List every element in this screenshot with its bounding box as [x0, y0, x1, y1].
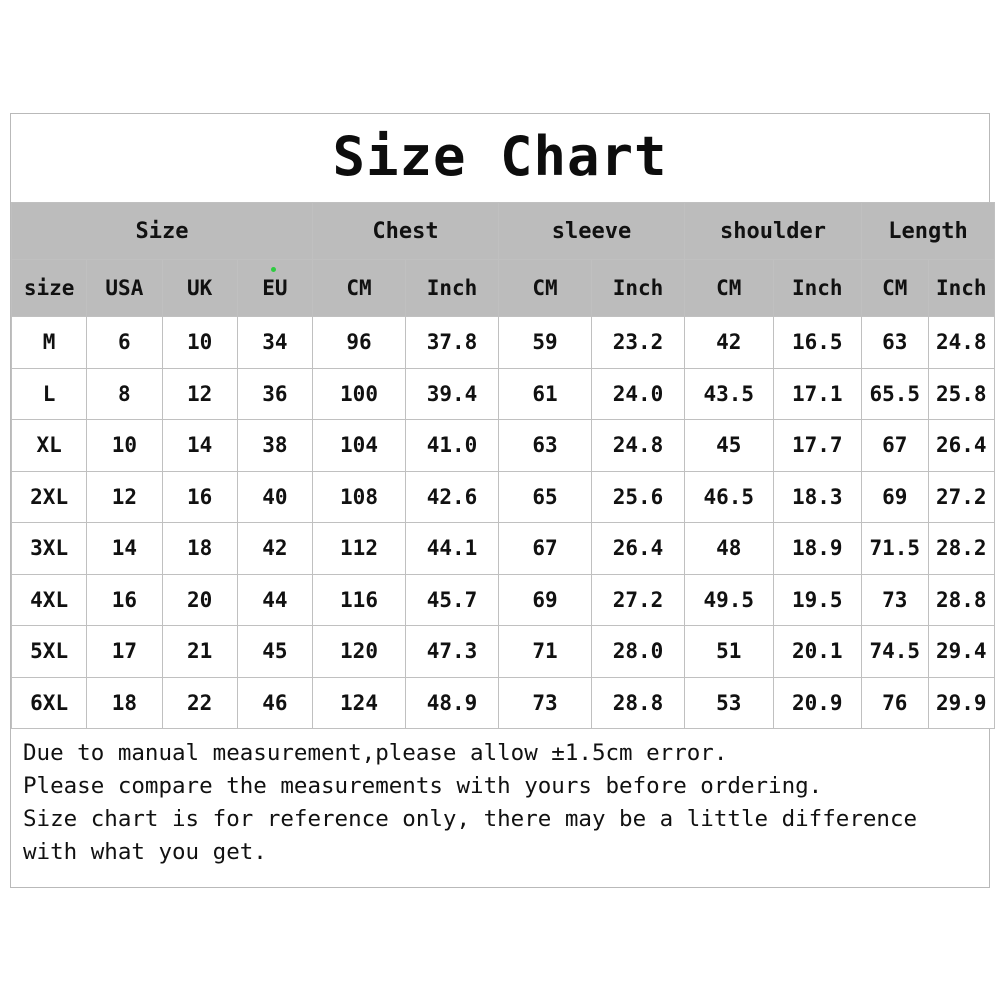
- page-title: Size Chart: [332, 125, 668, 188]
- cell-uk: 18: [162, 523, 237, 575]
- table-row: [12, 626, 995, 678]
- cell-uk: 12: [162, 368, 237, 420]
- cell-shoulder-cm: 49.5: [685, 574, 774, 626]
- sub-header-length-inch: Inch: [928, 260, 995, 317]
- sub-header-eu: EU: [237, 260, 312, 317]
- sub-header-uk: UK: [162, 260, 237, 317]
- cell-shoulder-inch: 18.3: [773, 471, 862, 523]
- cell-shoulder-inch: 17.1: [773, 368, 862, 420]
- cell-length-inch: 24.8: [928, 317, 995, 369]
- cell-sleeve-inch: 27.2: [592, 574, 685, 626]
- cell-chest-inch: 41.0: [406, 420, 499, 472]
- cell-sleeve-inch: 23.2: [592, 317, 685, 369]
- cell-sleeve-inch: 28.8: [592, 677, 685, 729]
- cell-length-inch: 28.8: [928, 574, 995, 626]
- cell-length-inch: 26.4: [928, 420, 995, 472]
- cell-sleeve-inch: 24.0: [592, 368, 685, 420]
- table-row: [12, 471, 995, 523]
- cell-length-inch: 25.8: [928, 368, 995, 420]
- cell-sleeve-inch: 28.0: [592, 626, 685, 678]
- cell-eu: 40: [237, 471, 312, 523]
- cell-size: 3XL: [12, 523, 87, 575]
- cell-sleeve-cm: 73: [499, 677, 592, 729]
- table-row: [12, 523, 995, 575]
- cell-chest-cm: 124: [313, 677, 406, 729]
- cell-uk: 16: [162, 471, 237, 523]
- notes-section: [11, 729, 989, 869]
- cell-chest-cm: 96: [313, 317, 406, 369]
- cell-length-cm: 65.5: [862, 368, 929, 420]
- note-line-4: with what you get.: [23, 839, 267, 865]
- sub-header-length-cm: CM: [862, 260, 929, 317]
- cell-uk: 10: [162, 317, 237, 369]
- group-header-shoulder: shoulder: [685, 203, 862, 260]
- cell-size: 2XL: [12, 471, 87, 523]
- cell-shoulder-cm: 53: [685, 677, 774, 729]
- group-header-sleeve: sleeve: [499, 203, 685, 260]
- table-sub-header-row: [12, 260, 995, 317]
- cell-usa: 8: [87, 368, 162, 420]
- sub-header-shoulder-cm: CM: [685, 260, 774, 317]
- cell-size: L: [12, 368, 87, 420]
- cell-chest-cm: 108: [313, 471, 406, 523]
- cell-chest-cm: 120: [313, 626, 406, 678]
- cell-length-cm: 73: [862, 574, 929, 626]
- cell-usa: 16: [87, 574, 162, 626]
- note-line-1: Due to manual measurement,please allow ±1.5cm error.: [23, 740, 728, 766]
- cell-shoulder-inch: 20.1: [773, 626, 862, 678]
- green-dot-marker: [271, 267, 276, 272]
- cell-shoulder-inch: 16.5: [773, 317, 862, 369]
- cell-eu: 36: [237, 368, 312, 420]
- cell-sleeve-inch: 26.4: [592, 523, 685, 575]
- cell-chest-inch: 42.6: [406, 471, 499, 523]
- cell-length-cm: 67: [862, 420, 929, 472]
- cell-sleeve-cm: 71: [499, 626, 592, 678]
- cell-uk: 20: [162, 574, 237, 626]
- table-row: [12, 368, 995, 420]
- cell-sleeve-inch: 24.8: [592, 420, 685, 472]
- cell-chest-inch: 48.9: [406, 677, 499, 729]
- table-body: [12, 203, 995, 729]
- cell-shoulder-cm: 43.5: [685, 368, 774, 420]
- cell-usa: 18: [87, 677, 162, 729]
- cell-eu: 34: [237, 317, 312, 369]
- table-row: [12, 677, 995, 729]
- cell-usa: 6: [87, 317, 162, 369]
- note-line-3: Size chart is for reference only, there may be a little difference: [23, 806, 918, 832]
- cell-size: 5XL: [12, 626, 87, 678]
- sub-header-sleeve-inch: Inch: [592, 260, 685, 317]
- cell-size: XL: [12, 420, 87, 472]
- cell-eu: 38: [237, 420, 312, 472]
- group-header-chest: Chest: [313, 203, 499, 260]
- cell-usa: 10: [87, 420, 162, 472]
- cell-chest-inch: 39.4: [406, 368, 499, 420]
- group-header-length: Length: [862, 203, 995, 260]
- cell-usa: 14: [87, 523, 162, 575]
- cell-length-inch: 27.2: [928, 471, 995, 523]
- cell-sleeve-cm: 63: [499, 420, 592, 472]
- cell-eu: 45: [237, 626, 312, 678]
- cell-chest-cm: 100: [313, 368, 406, 420]
- table-group-header-row: [12, 203, 995, 260]
- cell-usa: 17: [87, 626, 162, 678]
- cell-shoulder-cm: 46.5: [685, 471, 774, 523]
- sub-header-shoulder-inch: Inch: [773, 260, 862, 317]
- cell-sleeve-cm: 59: [499, 317, 592, 369]
- cell-shoulder-cm: 42: [685, 317, 774, 369]
- cell-length-inch: 29.4: [928, 626, 995, 678]
- group-header-size: Size: [12, 203, 313, 260]
- cell-length-cm: 71.5: [862, 523, 929, 575]
- sub-header-size: size: [12, 260, 87, 317]
- cell-length-inch: 29.9: [928, 677, 995, 729]
- cell-size: M: [12, 317, 87, 369]
- cell-chest-cm: 104: [313, 420, 406, 472]
- cell-chest-cm: 112: [313, 523, 406, 575]
- cell-size: 6XL: [12, 677, 87, 729]
- note-line-2: Please compare the measurements with yours before ordering.: [23, 773, 823, 799]
- cell-sleeve-cm: 65: [499, 471, 592, 523]
- cell-size: 4XL: [12, 574, 87, 626]
- cell-chest-inch: 45.7: [406, 574, 499, 626]
- cell-shoulder-inch: 20.9: [773, 677, 862, 729]
- cell-length-cm: 69: [862, 471, 929, 523]
- cell-chest-inch: 47.3: [406, 626, 499, 678]
- cell-sleeve-cm: 61: [499, 368, 592, 420]
- cell-uk: 22: [162, 677, 237, 729]
- cell-usa: 12: [87, 471, 162, 523]
- cell-chest-inch: 44.1: [406, 523, 499, 575]
- cell-eu: 44: [237, 574, 312, 626]
- sub-header-usa: USA: [87, 260, 162, 317]
- size-chart-card: [10, 113, 990, 888]
- cell-chest-inch: 37.8: [406, 317, 499, 369]
- sub-header-chest-cm: CM: [313, 260, 406, 317]
- cell-length-cm: 76: [862, 677, 929, 729]
- table-row: [12, 574, 995, 626]
- cell-shoulder-cm: 51: [685, 626, 774, 678]
- size-chart-table: [11, 202, 995, 729]
- cell-eu: 42: [237, 523, 312, 575]
- cell-shoulder-inch: 18.9: [773, 523, 862, 575]
- cell-chest-cm: 116: [313, 574, 406, 626]
- cell-length-cm: 74.5: [862, 626, 929, 678]
- cell-uk: 14: [162, 420, 237, 472]
- table-row: [12, 420, 995, 472]
- cell-shoulder-inch: 19.5: [773, 574, 862, 626]
- cell-length-inch: 28.2: [928, 523, 995, 575]
- cell-shoulder-cm: 48: [685, 523, 774, 575]
- table-row: [12, 317, 995, 369]
- cell-shoulder-cm: 45: [685, 420, 774, 472]
- cell-sleeve-cm: 67: [499, 523, 592, 575]
- sub-header-sleeve-cm: CM: [499, 260, 592, 317]
- cell-length-cm: 63: [862, 317, 929, 369]
- cell-eu: 46: [237, 677, 312, 729]
- cell-sleeve-inch: 25.6: [592, 471, 685, 523]
- cell-sleeve-cm: 69: [499, 574, 592, 626]
- cell-uk: 21: [162, 626, 237, 678]
- sub-header-chest-inch: Inch: [406, 260, 499, 317]
- cell-shoulder-inch: 17.7: [773, 420, 862, 472]
